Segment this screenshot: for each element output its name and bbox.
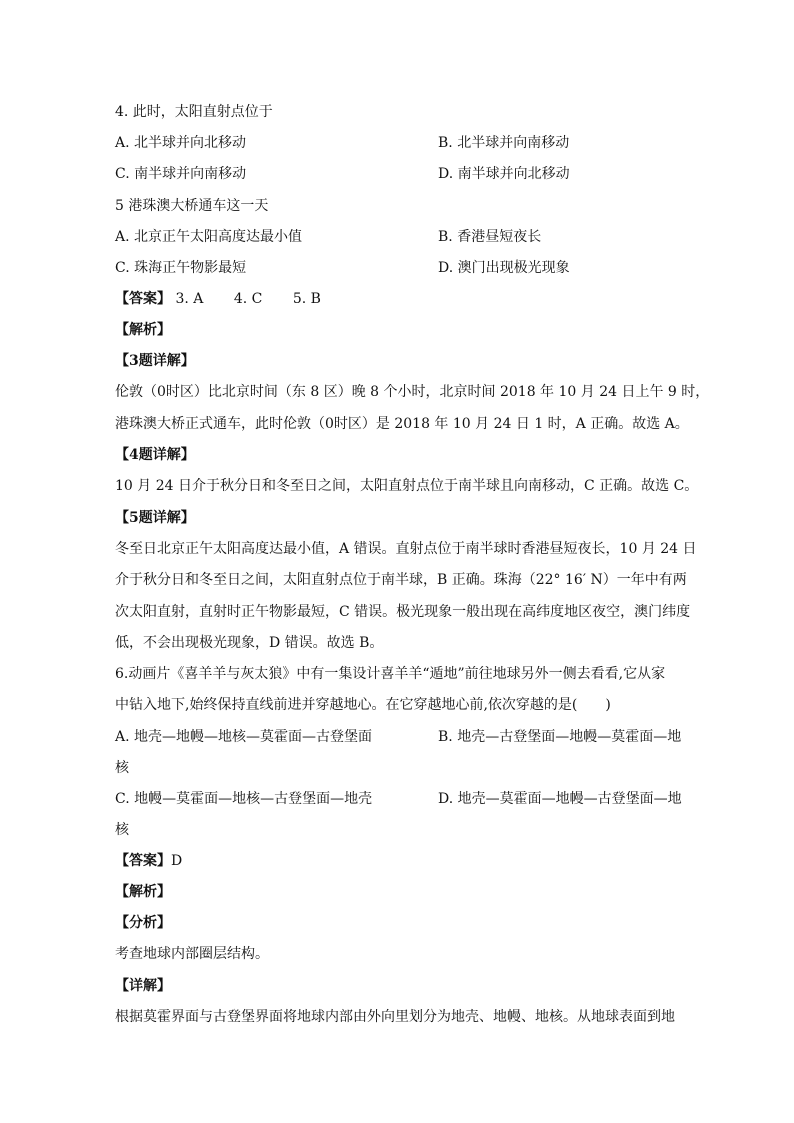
q6-stem-line-2: 中钻入地下,始终保持直线前进并穿越地心。在它穿越地心前,依次穿越的是( ): [115, 697, 611, 713]
answer-row-3-5: [115, 289, 685, 309]
answer-4: 4. C: [233, 291, 263, 307]
q6-stem-line-1: 6.动画片《喜羊羊与灰太狼》中有一集设计喜羊羊“遁地”前往地球另外一侧去看看,它从家: [115, 666, 666, 682]
q5-option-b: B. 香港昼短夜长: [438, 229, 542, 245]
q6-detail-label: 【详解】: [115, 978, 171, 994]
q6-answer-value: D: [171, 853, 183, 869]
q5-stem: 5 港珠澳大桥通车这一天: [115, 198, 269, 214]
detail-4-line-1: 10 月 24 日介于秋分日和冬至日之间，太阳直射点位于南半球且向南移动，C 正确。故选 C。: [115, 478, 699, 494]
q6-answer-row: [115, 851, 685, 871]
q4-option-c: C. 南半球并向南移动: [115, 166, 247, 182]
detail-5-line-2: 介于秋分日和冬至日之间，太阳直射点位于南半球，B 正确。珠海（22° 16′ N）一年中有两: [115, 572, 687, 588]
detail-3-label: 【3题详解】: [115, 353, 195, 369]
q4-option-a: A. 北半球并向北移动: [115, 135, 247, 151]
q6-option-d-line-1: D. 地壳—莫霍面—地幔—古登堡面—地: [438, 791, 682, 807]
q5-option-d: D. 澳门出现极光现象: [438, 260, 570, 276]
q6-option-b-line-2: 核: [115, 760, 129, 776]
q6-option-a: A. 地壳—地幔—地核—莫霍面—古登堡面: [115, 729, 373, 745]
detail-3-line-2: 港珠澳大桥正式通车，此时伦敦（0时区）是 2018 年 10 月 24 日 1 时，A 正确。故选 A。: [115, 416, 689, 432]
q6-option-c: C. 地幔—莫霍面—地核—古登堡面—地壳: [115, 791, 373, 807]
q5-option-a: A. 北京正午太阳高度达最小值: [115, 229, 303, 245]
q6-answer-label: 【答案】: [115, 853, 171, 869]
q6-option-d-line-2: 核: [115, 822, 129, 838]
q6-fenxi-label: 【分析】: [115, 915, 171, 931]
q4-stem: 4. 此时，太阳直射点位于: [115, 104, 273, 120]
detail-5-label: 【5题详解】: [115, 510, 195, 526]
q6-option-b-line-1: B. 地壳—古登堡面—地幔—莫霍面—地: [438, 729, 682, 745]
detail-5-line-1: 冬至日北京正午太阳高度达最小值，A 错误。直射点位于南半球时香港昼短夜长，10 月 24 日: [115, 541, 697, 557]
q4-option-d: D. 南半球并向北移动: [438, 166, 570, 182]
answer-label: 【答案】: [115, 291, 171, 307]
detail-3-line-1: 伦敦（0时区）比北京时间（东 8 区）晚 8 个小时，北京时间 2018 年 10 月 24 日上午 9 时，: [115, 384, 710, 400]
detail-5-line-4: 低，不会出现极光现象，D 错误。故选 B。: [115, 635, 384, 651]
q6-detail-line-1: 根据莫霍界面与古登堡界面将地球内部由外向里划分为地壳、地幔、地核。从地球表面到地: [115, 1009, 675, 1025]
analysis-label: 【解析】: [115, 322, 171, 338]
detail-4-label: 【4题详解】: [115, 447, 195, 463]
answer-3: 3. A: [175, 291, 204, 307]
answer-5: 5. B: [292, 291, 321, 307]
detail-5-line-3: 次太阳直射，直射时正午物影最短，C 错误。极光现象一般出现在高纬度地区夜空，澳门纬度: [115, 604, 691, 620]
q5-option-c: C. 珠海正午物影最短: [115, 260, 247, 276]
q6-analysis-label: 【解析】: [115, 884, 171, 900]
q6-fenxi-text: 考查地球内部圈层结构。: [115, 946, 269, 962]
q4-option-b: B. 北半球并向南移动: [438, 135, 570, 151]
